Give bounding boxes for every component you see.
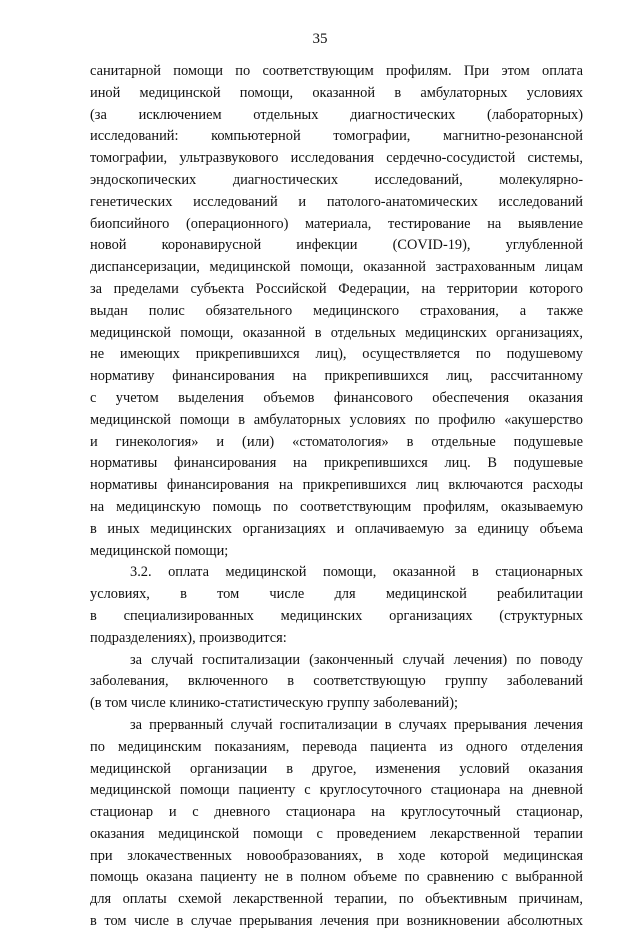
text-line: за прерванный случай госпитализации в случаях прерывания лечения [130, 716, 583, 733]
text-line: диспансеризации, медицинской помощи, оказанной застрахованным лицам [90, 259, 583, 276]
text-line: при злокачественных новообразованиях, в ходе которой медицинская [90, 847, 583, 864]
text-line: помощь оказана пациенту не в полном объеме по сравнению с выбранной [90, 869, 583, 886]
text-line: оказания медицинской помощи с проведением лекарственной терапии [90, 825, 583, 842]
text-line: нормативы финансирования на прикрепившихся лиц. В подушевые [90, 455, 583, 472]
text-line: томографии, ультразвукового исследования сердечно-сосудистой системы, [90, 150, 583, 167]
text-line: в том числе в случае прерывания лечения при возникновении абсолютных [90, 913, 583, 930]
text-line: нормативы финансирования на прикрепившихся лиц включаются расходы [90, 477, 583, 494]
text-line: (за исключением отдельных диагностических (лабораторных) [90, 106, 583, 123]
page-number: 35 [312, 31, 328, 47]
text-line: в иных медицинских организациях и оплачиваемую за единицу объема [90, 520, 583, 537]
text-line: медицинской помощи в амбулаторных условиях по профилю «акушерство [90, 411, 583, 428]
text-line: медицинской организации в другое, изменения условий оказания [90, 760, 583, 777]
text-line: биопсийного (операционного) материала, тестирование на выявление [90, 215, 583, 232]
text-line: нормативу финансирования на прикрепившихся лиц, рассчитанному [90, 368, 583, 385]
text-line: новой коронавирусной инфекции (COVID-19), углубленной [90, 237, 583, 254]
text-line: санитарной помощи по соответствующим профилям. При этом оплата [90, 63, 583, 79]
text-line: исследований: компьютерной томографии, магнитно-резонансной [90, 128, 583, 145]
text-line: (в том числе клинико-статистическую группу заболеваний); [90, 695, 459, 712]
body-text [90, 61, 583, 933]
text-line: на медицинскую помощь по соответствующим профилям, оказываемую [90, 498, 583, 515]
text-line: медицинской помощи пациенту с круглосуточного стационара на дневной [90, 782, 583, 799]
text-line: медицинской помощи; [90, 542, 229, 559]
text-line: условиях, в том числе для медицинской реабилитации [90, 586, 583, 603]
text-line: с учетом выделения объемов финансового обеспечения оказания [90, 389, 583, 406]
text-line: заболевания, включенного в соответствующую группу заболеваний [90, 673, 583, 690]
text-line: по медицинским показаниям, перевода пациента из одного отделения [90, 738, 583, 755]
text-line: 3.2. оплата медицинской помощи, оказанной в стационарных [130, 564, 583, 581]
text-line: в специализированных медицинских организациях (структурных [90, 607, 583, 624]
text-line: медицинской помощи, оказанной в отдельных медицинских организациях, [90, 324, 583, 341]
text-line: для оплаты схемой лекарственной терапии, по объективным причинам, [90, 891, 583, 908]
text-line: стационар и с дневного стационара на круглосуточный стационар, [90, 804, 583, 821]
text-line: за пределами субъекта Российской Федерации, на территории которого [90, 280, 583, 297]
text-line: генетических исследований и патолого-анатомических исследований [90, 193, 583, 210]
text-line: за случай госпитализации (законченный случай лечения) по поводу [130, 651, 583, 668]
text-line: и гинекология» и (или) «стоматология» в отдельные подушевые [90, 433, 583, 450]
text-line: выдан полис обязательного медицинского страхования, а также [90, 302, 583, 319]
text-line: подразделениях), производится: [90, 629, 287, 646]
text-line: эндоскопических диагностических исследований, молекулярно- [90, 171, 583, 188]
text-line: иной медицинской помощи, оказанной в амбулаторных условиях [90, 84, 583, 101]
text-line: не имеющих прикрепившихся лиц), осуществляется по подушевому [90, 346, 583, 363]
